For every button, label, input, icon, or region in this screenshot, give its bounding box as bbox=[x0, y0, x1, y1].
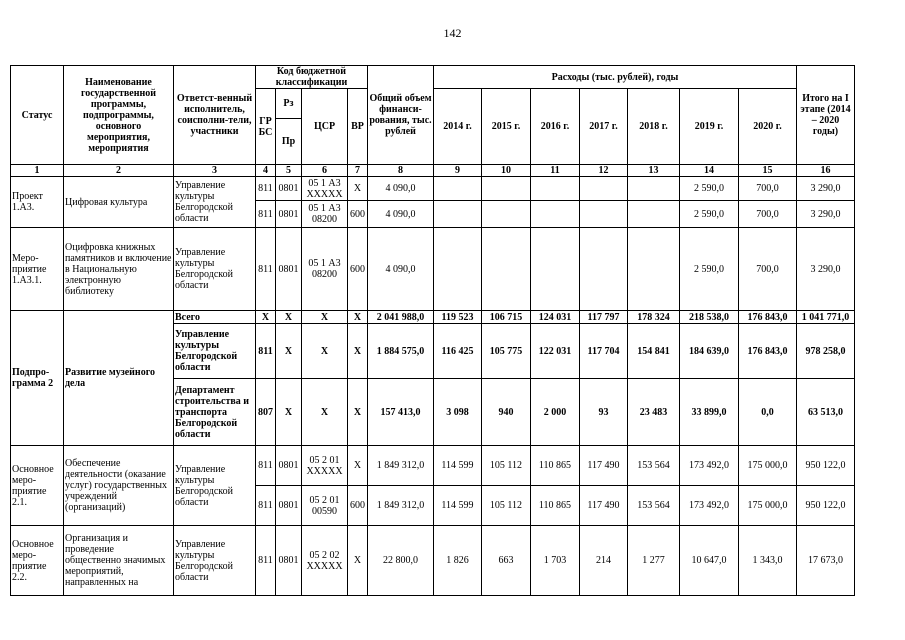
col-year: 2018 г. bbox=[628, 89, 680, 165]
cell-total: 4 090,0 bbox=[368, 228, 434, 311]
cell-sum: 3 290,0 bbox=[797, 201, 855, 228]
cell-year: 700,0 bbox=[739, 177, 797, 201]
cell-year: 105 112 bbox=[482, 486, 531, 526]
col-year: 2016 г. bbox=[531, 89, 580, 165]
cell-csr: Х bbox=[302, 311, 348, 324]
cell-csr: 05 1 А3 08200 bbox=[302, 201, 348, 228]
cell-rzpr: 0801 bbox=[276, 177, 302, 201]
cell-year bbox=[580, 177, 628, 201]
cell-year: 114 599 bbox=[434, 486, 482, 526]
row-executor: Всего bbox=[174, 311, 256, 324]
col-year: 2019 г. bbox=[680, 89, 739, 165]
cell-year: 122 031 bbox=[531, 324, 580, 379]
cell-year: 700,0 bbox=[739, 201, 797, 228]
cell-grbs: 811 bbox=[256, 324, 276, 379]
col-number: 3 bbox=[174, 165, 256, 177]
cell-year bbox=[580, 228, 628, 311]
cell-year: 0,0 bbox=[739, 379, 797, 446]
cell-vr: Х bbox=[348, 177, 368, 201]
cell-year: 175 000,0 bbox=[739, 446, 797, 486]
cell-sum: 950 122,0 bbox=[797, 446, 855, 486]
cell-year bbox=[628, 177, 680, 201]
cell-grbs: Х bbox=[256, 311, 276, 324]
cell-year bbox=[531, 228, 580, 311]
cell-rzpr: 0801 bbox=[276, 446, 302, 486]
cell-year bbox=[628, 228, 680, 311]
col-stage-total: Итого на I этапе (2014 – 2020 годы) bbox=[797, 66, 855, 165]
col-year: 2020 г. bbox=[739, 89, 797, 165]
cell-vr: Х bbox=[348, 311, 368, 324]
cell-year: 117 490 bbox=[580, 446, 628, 486]
cell-total: 4 090,0 bbox=[368, 201, 434, 228]
cell-total: 157 413,0 bbox=[368, 379, 434, 446]
cell-sum: 17 673,0 bbox=[797, 526, 855, 596]
col-number: 7 bbox=[348, 165, 368, 177]
cell-year: 173 492,0 bbox=[680, 486, 739, 526]
table-row bbox=[11, 446, 855, 486]
cell-total: 1 849 312,0 bbox=[368, 446, 434, 486]
row-executor: Управление культуры Белгородской области bbox=[174, 526, 256, 596]
cell-rzpr: Х bbox=[276, 311, 302, 324]
row-executor: Управление культуры Белгородской области bbox=[174, 177, 256, 228]
cell-year: 1 826 bbox=[434, 526, 482, 596]
cell-grbs: 811 bbox=[256, 177, 276, 201]
cell-csr: 05 1 А3 ХХХХХ bbox=[302, 177, 348, 201]
cell-grbs: 811 bbox=[256, 228, 276, 311]
cell-year: 663 bbox=[482, 526, 531, 596]
col-number: 14 bbox=[680, 165, 739, 177]
cell-csr: 05 1 А3 08200 bbox=[302, 228, 348, 311]
row-status: Основное меро-приятие 2.1. bbox=[11, 446, 64, 526]
cell-year: 106 715 bbox=[482, 311, 531, 324]
cell-csr: 05 2 01 ХХХХХ bbox=[302, 446, 348, 486]
cell-year: 33 899,0 bbox=[680, 379, 739, 446]
col-number: 4 bbox=[256, 165, 276, 177]
col-number: 10 bbox=[482, 165, 531, 177]
col-number: 12 bbox=[580, 165, 628, 177]
col-total-volume: Общий объем финанси-рования, тыс. рублей bbox=[368, 66, 434, 165]
col-number: 15 bbox=[739, 165, 797, 177]
cell-year: 116 425 bbox=[434, 324, 482, 379]
cell-year: 173 492,0 bbox=[680, 446, 739, 486]
cell-grbs: 811 bbox=[256, 201, 276, 228]
col-number: 9 bbox=[434, 165, 482, 177]
cell-year: 117 797 bbox=[580, 311, 628, 324]
table-header bbox=[11, 66, 855, 177]
cell-year: 124 031 bbox=[531, 311, 580, 324]
cell-year bbox=[434, 201, 482, 228]
row-executor: Управление культуры Белгородской области bbox=[174, 228, 256, 311]
row-name: Цифровая культура bbox=[64, 177, 174, 228]
col-year: 2017 г. bbox=[580, 89, 628, 165]
cell-rzpr: 0801 bbox=[276, 228, 302, 311]
cell-grbs: 811 bbox=[256, 526, 276, 596]
row-status: Основное меро-приятие 2.2. bbox=[11, 526, 64, 596]
cell-total: 1 849 312,0 bbox=[368, 486, 434, 526]
cell-year: 1 703 bbox=[531, 526, 580, 596]
col-status: Статус bbox=[11, 66, 64, 165]
col-executor: Ответст-венный исполнитель, соисполни-тели, участники bbox=[174, 66, 256, 165]
cell-year bbox=[482, 177, 531, 201]
cell-year: 110 865 bbox=[531, 486, 580, 526]
cell-year: 214 bbox=[580, 526, 628, 596]
cell-year: 176 843,0 bbox=[739, 324, 797, 379]
cell-rzpr: 0801 bbox=[276, 526, 302, 596]
cell-year: 2 590,0 bbox=[680, 228, 739, 311]
cell-year bbox=[628, 201, 680, 228]
row-name: Оцифровка книжных памятников и включение в Национальную электронную библиотеку bbox=[64, 228, 174, 311]
row-executor: Департамент строительства и транспорта Белгородской области bbox=[174, 379, 256, 446]
cell-total: 1 884 575,0 bbox=[368, 324, 434, 379]
cell-total: 4 090,0 bbox=[368, 177, 434, 201]
cell-year: 10 647,0 bbox=[680, 526, 739, 596]
row-name: Развитие музейного дела bbox=[64, 311, 174, 446]
col-number: 13 bbox=[628, 165, 680, 177]
cell-year: 218 538,0 bbox=[680, 311, 739, 324]
col-number: 16 bbox=[797, 165, 855, 177]
col-year: 2014 г. bbox=[434, 89, 482, 165]
col-expenses-group: Расходы (тыс. рублей), годы bbox=[434, 66, 797, 89]
cell-year: 700,0 bbox=[739, 228, 797, 311]
cell-year bbox=[482, 201, 531, 228]
cell-rzpr: 0801 bbox=[276, 201, 302, 228]
cell-csr: Х bbox=[302, 324, 348, 379]
cell-year: 176 843,0 bbox=[739, 311, 797, 324]
cell-rzpr: Х bbox=[276, 324, 302, 379]
col-number: 8 bbox=[368, 165, 434, 177]
cell-year: 1 343,0 bbox=[739, 526, 797, 596]
cell-vr: Х bbox=[348, 324, 368, 379]
cell-year: 119 523 bbox=[434, 311, 482, 324]
col-vr: ВР bbox=[348, 89, 368, 165]
cell-grbs: 807 bbox=[256, 379, 276, 446]
cell-vr: Х bbox=[348, 379, 368, 446]
row-name: Организация и проведение общественно значимых мероприятий, направленных на bbox=[64, 526, 174, 596]
col-code-group: Код бюджетной классификации bbox=[256, 66, 368, 89]
cell-year: 175 000,0 bbox=[739, 486, 797, 526]
cell-year: 2 000 bbox=[531, 379, 580, 446]
cell-vr: Х bbox=[348, 446, 368, 486]
cell-sum: 1 041 771,0 bbox=[797, 311, 855, 324]
col-grbs: ГР БС bbox=[256, 89, 276, 165]
row-status: Проект 1.А3. bbox=[11, 177, 64, 228]
cell-year bbox=[531, 201, 580, 228]
cell-sum: 3 290,0 bbox=[797, 177, 855, 201]
cell-vr: 600 bbox=[348, 486, 368, 526]
cell-year: 110 865 bbox=[531, 446, 580, 486]
cell-year: 117 704 bbox=[580, 324, 628, 379]
cell-year: 93 bbox=[580, 379, 628, 446]
col-number: 6 bbox=[302, 165, 348, 177]
cell-sum: 950 122,0 bbox=[797, 486, 855, 526]
cell-rzpr: Х bbox=[276, 379, 302, 446]
cell-year bbox=[434, 177, 482, 201]
cell-total: 2 041 988,0 bbox=[368, 311, 434, 324]
cell-grbs: 811 bbox=[256, 486, 276, 526]
cell-year: 154 841 bbox=[628, 324, 680, 379]
column-numbers-row bbox=[11, 165, 855, 177]
cell-year: 178 324 bbox=[628, 311, 680, 324]
cell-year bbox=[580, 201, 628, 228]
row-name: Обеспечение деятельности (оказание услуг) государственных учреждений (организаций) bbox=[64, 446, 174, 526]
col-year: 2015 г. bbox=[482, 89, 531, 165]
cell-year bbox=[482, 228, 531, 311]
cell-sum: 63 513,0 bbox=[797, 379, 855, 446]
cell-year: 153 564 bbox=[628, 486, 680, 526]
cell-year: 2 590,0 bbox=[680, 201, 739, 228]
cell-sum: 3 290,0 bbox=[797, 228, 855, 311]
cell-year: 117 490 bbox=[580, 486, 628, 526]
table-row bbox=[11, 228, 855, 311]
cell-rzpr: 0801 bbox=[276, 486, 302, 526]
budget-table bbox=[10, 65, 855, 596]
col-name: Наименование государственной программы, подпрограммы, основного мероприятия, мероприятия bbox=[64, 66, 174, 165]
table-row bbox=[11, 526, 855, 596]
cell-csr: 05 2 02 ХХХХХ bbox=[302, 526, 348, 596]
col-number: 11 bbox=[531, 165, 580, 177]
cell-year: 3 098 bbox=[434, 379, 482, 446]
row-executor: Управление культуры Белгородской области bbox=[174, 446, 256, 526]
col-number: 5 bbox=[276, 165, 302, 177]
row-status: Подпро-грамма 2 bbox=[11, 311, 64, 446]
col-number: 1 bbox=[11, 165, 64, 177]
cell-vr: 600 bbox=[348, 201, 368, 228]
cell-csr: Х bbox=[302, 379, 348, 446]
col-rz: Рз bbox=[276, 89, 302, 119]
col-number: 2 bbox=[64, 165, 174, 177]
cell-year: 2 590,0 bbox=[680, 177, 739, 201]
cell-year: 153 564 bbox=[628, 446, 680, 486]
cell-year: 114 599 bbox=[434, 446, 482, 486]
cell-year: 940 bbox=[482, 379, 531, 446]
cell-csr: 05 2 01 00590 bbox=[302, 486, 348, 526]
col-pr: Пр bbox=[276, 119, 302, 165]
page-number: 142 bbox=[443, 26, 462, 40]
cell-year: 184 639,0 bbox=[680, 324, 739, 379]
cell-year: 1 277 bbox=[628, 526, 680, 596]
cell-vr: 600 bbox=[348, 228, 368, 311]
cell-grbs: 811 bbox=[256, 446, 276, 486]
cell-total: 22 800,0 bbox=[368, 526, 434, 596]
cell-sum: 978 258,0 bbox=[797, 324, 855, 379]
row-status: Меро-приятие 1.А3.1. bbox=[11, 228, 64, 311]
cell-year bbox=[434, 228, 482, 311]
cell-year bbox=[531, 177, 580, 201]
cell-year: 105 775 bbox=[482, 324, 531, 379]
table-row bbox=[11, 311, 855, 324]
cell-vr: Х bbox=[348, 526, 368, 596]
col-csr: ЦСР bbox=[302, 89, 348, 165]
cell-year: 23 483 bbox=[628, 379, 680, 446]
row-executor: Управление культуры Белгородской области bbox=[174, 324, 256, 379]
table-row bbox=[11, 177, 855, 201]
cell-year: 105 112 bbox=[482, 446, 531, 486]
